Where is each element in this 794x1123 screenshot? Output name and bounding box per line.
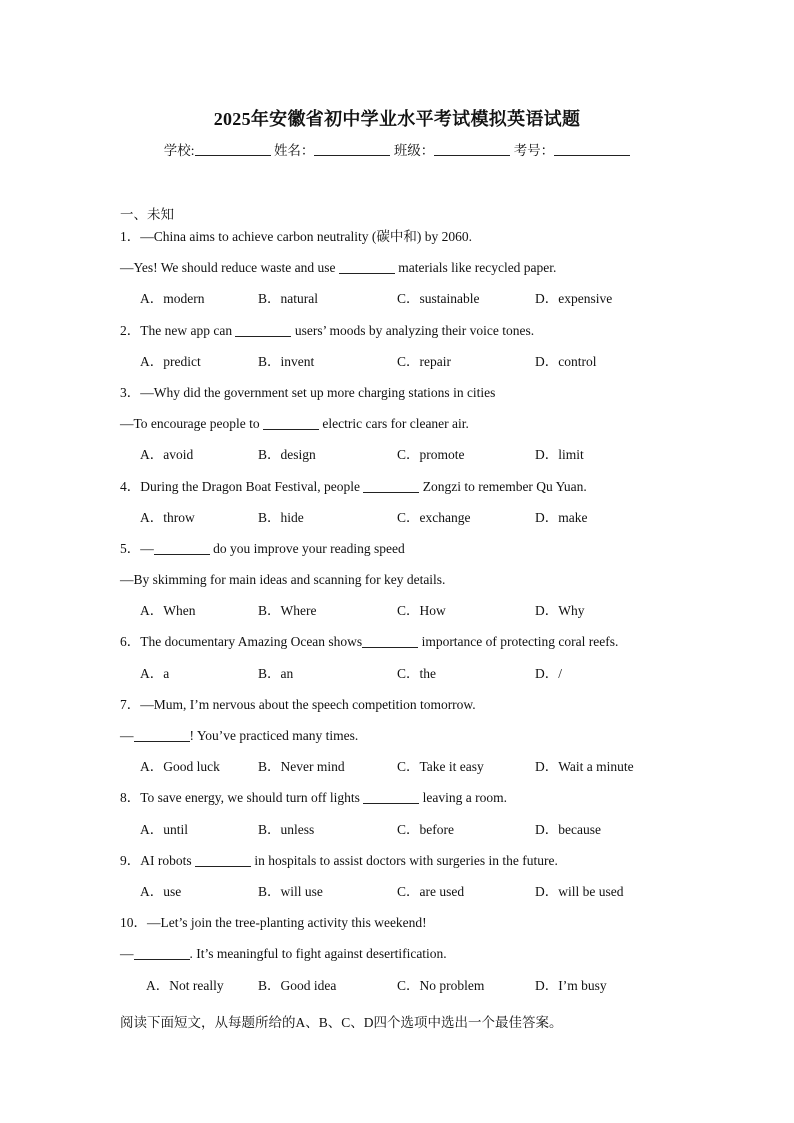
option-d[interactable]: D．control: [535, 353, 597, 369]
question-text: 9．AI robots: [120, 852, 195, 868]
question-item: [120, 697, 680, 791]
class-label: 班级：: [393, 143, 435, 158]
options-row: [120, 354, 680, 385]
question-text: 4．During the Dragon Boat Festival, people: [120, 478, 364, 494]
option-c[interactable]: C．the: [397, 665, 436, 681]
page-title: 2025年安徽省初中学业水平考试模拟英语试题: [213, 109, 581, 129]
option-b[interactable]: B．natural: [258, 291, 318, 307]
question-text: materials like recycled paper.: [394, 260, 557, 276]
number-label: 考号：: [513, 143, 555, 158]
options-row: [120, 666, 680, 697]
question-text-line: [120, 260, 680, 291]
option-d[interactable]: D．expensive: [535, 291, 613, 307]
option-a[interactable]: A．Good luck: [140, 759, 220, 775]
question-text-line: [120, 634, 680, 665]
option-b[interactable]: B．design: [258, 447, 316, 463]
question-text: electric cars for cleaner air.: [319, 416, 469, 432]
answer-blank: [134, 947, 190, 960]
question-text-line: [120, 790, 680, 821]
question-text: 3．—Why did the government set up more charging stations in cities: [120, 384, 496, 400]
reading-instruction: 阅读下面短文，从每题所给的A、B、C、D四个选项中选出一个最佳答案。: [120, 1015, 563, 1030]
question-text: 5．—: [120, 540, 154, 556]
question-text-line: [120, 479, 680, 510]
option-a[interactable]: A．avoid: [140, 447, 194, 463]
question-item: [120, 853, 680, 915]
option-d[interactable]: D．I’m busy: [535, 977, 607, 993]
option-d[interactable]: D．limit: [535, 447, 584, 463]
option-b[interactable]: B．Never mind: [258, 759, 345, 775]
option-a[interactable]: A．When: [140, 603, 196, 619]
question-text: —: [120, 728, 134, 743]
option-a[interactable]: A．use: [140, 883, 182, 899]
answer-blank: [363, 480, 419, 493]
question-text: . It’s meaningful to fight against desertification.: [189, 946, 447, 962]
question-text: —By skimming for main ideas and scanning for key details.: [120, 572, 446, 588]
question-text: 6．The documentary Amazing Ocean shows: [120, 634, 363, 650]
question-item: [120, 323, 680, 385]
question-item: [120, 385, 680, 479]
question-item: [120, 479, 680, 541]
question-text: ! You’ve practiced many times.: [189, 728, 359, 743]
option-b[interactable]: B．invent: [258, 353, 315, 369]
option-b[interactable]: B．unless: [258, 821, 315, 837]
options-row: [120, 603, 680, 634]
answer-blank: [195, 854, 251, 867]
answer-blank: [263, 417, 319, 430]
question-item: [120, 541, 680, 635]
question-text-line: [120, 853, 680, 884]
question-text-line: [120, 229, 680, 260]
answer-blank: [339, 261, 395, 274]
option-a[interactable]: A．modern: [140, 291, 205, 307]
option-c[interactable]: C．are used: [397, 883, 465, 899]
question-text: 10．—Let’s join the tree-planting activity this weekend!: [120, 915, 427, 931]
option-c[interactable]: C．sustainable: [397, 291, 480, 307]
question-item: [120, 790, 680, 852]
question-text-line: [120, 323, 680, 354]
class-blank[interactable]: [434, 143, 510, 156]
question-text: leaving a room.: [419, 790, 508, 806]
name-blank[interactable]: [314, 143, 390, 156]
option-a[interactable]: A．Not really: [146, 977, 224, 993]
question-text-line: [120, 416, 680, 447]
answer-blank: [362, 635, 418, 648]
option-d[interactable]: D．will be used: [535, 883, 624, 899]
question-item: [120, 634, 680, 696]
name-label: 姓名：: [273, 143, 315, 158]
option-c[interactable]: C．exchange: [397, 509, 471, 525]
question-item: [120, 229, 680, 323]
question-text: 1．—China aims to achieve carbon neutrality (碳中和) by 2060.: [120, 229, 473, 244]
option-a[interactable]: A．throw: [140, 509, 195, 525]
option-d[interactable]: D．/: [535, 665, 562, 681]
options-row: [120, 447, 680, 478]
answer-blank: [154, 542, 210, 555]
option-b[interactable]: B．will use: [258, 883, 323, 899]
options-row: [120, 759, 680, 790]
option-b[interactable]: B．Where: [258, 603, 317, 619]
question-item: [120, 915, 680, 1009]
answer-blank: [363, 791, 419, 804]
question-text: users’ moods by analyzing their voice tones.: [291, 322, 535, 338]
options-row: [120, 822, 680, 853]
question-text: Zongzi to remember Qu Yuan.: [419, 478, 587, 494]
option-a[interactable]: A．until: [140, 821, 189, 837]
option-c[interactable]: C．No problem: [397, 977, 485, 993]
answer-blank: [134, 729, 190, 742]
option-b[interactable]: B．Good idea: [258, 977, 337, 993]
question-text: —Yes! We should reduce waste and use: [120, 260, 339, 276]
question-text-line: [120, 697, 680, 728]
question-text: importance of protecting coral reefs.: [418, 634, 619, 650]
option-c[interactable]: C．before: [397, 821, 454, 837]
section-heading: 一、未知: [120, 207, 174, 222]
option-d[interactable]: D．make: [535, 509, 588, 525]
option-a[interactable]: A．predict: [140, 353, 201, 369]
option-d[interactable]: D．Wait a minute: [535, 759, 634, 775]
option-c[interactable]: C．Take it easy: [397, 759, 484, 775]
answer-blank: [235, 324, 291, 337]
option-c[interactable]: C．How: [397, 603, 446, 619]
school-blank[interactable]: [195, 143, 271, 156]
question-text-line: [120, 572, 680, 603]
number-blank[interactable]: [554, 143, 630, 156]
option-c[interactable]: C．repair: [397, 353, 451, 369]
option-c[interactable]: C．promote: [397, 447, 465, 463]
question-text: —: [120, 946, 134, 962]
question-text: do you improve your reading speed: [209, 540, 405, 556]
question-text-line: [120, 728, 680, 759]
question-text: —To encourage people to: [120, 416, 264, 432]
options-row: [120, 510, 680, 541]
options-row: [120, 978, 680, 1009]
options-row: [120, 884, 680, 915]
option-d[interactable]: D．because: [535, 821, 601, 837]
question-text-line: [120, 385, 680, 416]
option-d[interactable]: D．Why: [535, 603, 585, 619]
question-text-line: [120, 915, 680, 946]
school-label: 学校:: [163, 143, 195, 158]
question-text-line: [120, 541, 680, 572]
option-a[interactable]: A．a: [140, 665, 170, 681]
question-text: 8．To save energy, we should turn off lights: [120, 790, 364, 806]
student-info-line: [0, 139, 794, 159]
question-text: 7．—Mum, I’m nervous about the speech competition tomorrow.: [120, 696, 476, 712]
question-list: [120, 229, 680, 1009]
option-b[interactable]: B．hide: [258, 509, 304, 525]
question-text: in hospitals to assist doctors with surgeries in the future.: [251, 852, 558, 868]
option-b[interactable]: B．an: [258, 665, 294, 681]
question-text: 2．The new app can: [120, 322, 236, 338]
options-row: [120, 291, 680, 322]
question-text-line: [120, 946, 680, 977]
